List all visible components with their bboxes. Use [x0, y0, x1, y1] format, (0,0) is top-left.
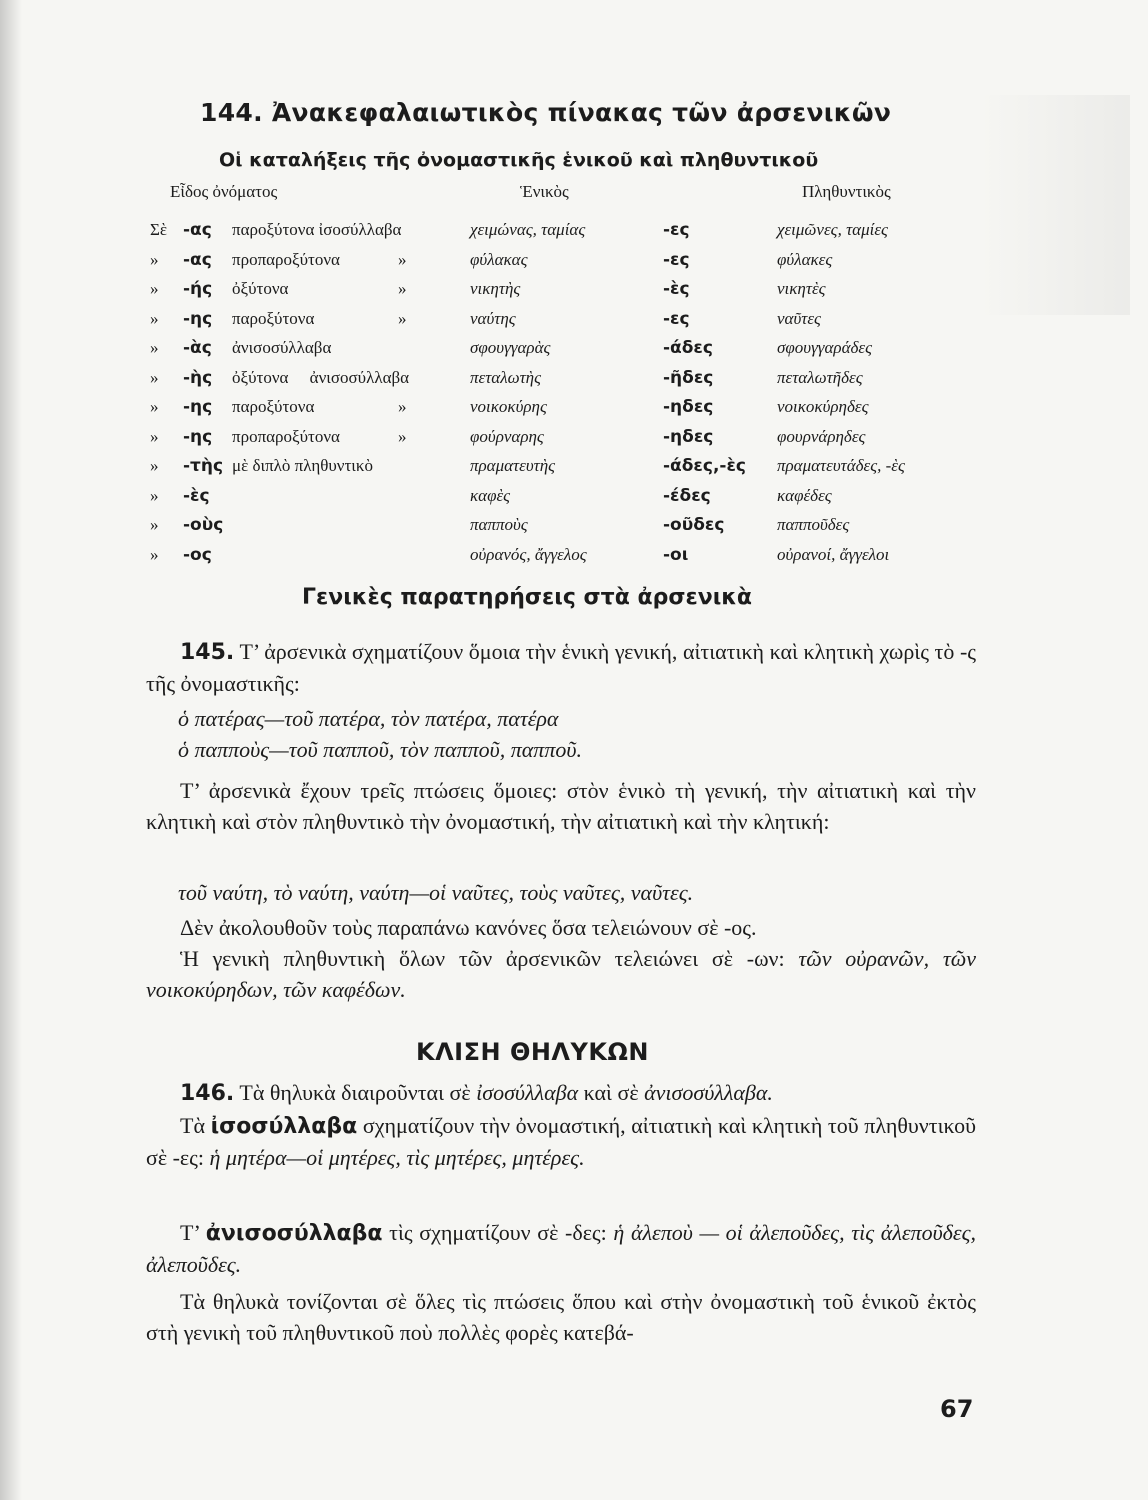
singular-ending: -ής	[183, 279, 213, 299]
singular-ending: -ὴς	[183, 367, 213, 388]
noun-type: ὀξύτονα	[232, 279, 289, 298]
plural-ending: -άδες	[663, 338, 713, 358]
singular-ending: -ας	[183, 249, 212, 270]
plural-ending: -ες	[663, 220, 690, 240]
singular-example: σφουγγαρὰς	[470, 338, 551, 357]
table-row	[0, 397, 1148, 427]
example-line: ὁ παπποὺς—τοῦ παπποῦ, τὸν παπποῦ, παπποῦ.	[178, 737, 582, 762]
noun-type: παροξύτονα ἰσοσύλλαβα	[232, 220, 402, 239]
singular-ending: -ὰς	[183, 338, 212, 358]
row-lead: »	[150, 397, 159, 416]
singular-ending: -ης	[183, 397, 213, 417]
paragraph-genitive-plural: Ἡ γενικὴ πληθυντικὴ ὅλων τῶν ἀρσενικῶν τελειώνει σὲ -ων: τῶν οὐρανῶν, τῶν νοικοκύρηδων, τῶν καφέδων.	[146, 946, 976, 1002]
table-row	[0, 427, 1148, 457]
noun-type: παροξύτονα	[232, 308, 315, 328]
plural-ending: -ες	[663, 308, 690, 329]
singular-example: φούρναρης	[470, 426, 544, 446]
singular-example: πραματευτὴς	[470, 456, 556, 475]
paragraph-isosyllabic: Τὰ ἰσοσύλλαβα σχηματίζουν τὴν ὀνομαστική, αἰτιατικὴ καὶ κλητικὴ τοῦ πληθυντικοῦ σὲ -ες: ἡ μητέρα—οἱ μητέρες, τὶς μητέρες, μητέρες.	[146, 1113, 976, 1170]
plural-example: νικητὲς	[777, 279, 826, 298]
row-lead: »	[150, 515, 159, 534]
plural-example: φουρνάρηδες	[777, 426, 866, 446]
example-line: τοῦ ναύτη, τὸ ναύτη, ναύτη—οἱ ναῦτες, τοὺς ναῦτες, ναῦτες.	[178, 880, 694, 905]
table-row	[0, 545, 1148, 575]
plural-ending: -ῆδες	[663, 367, 714, 388]
table-row	[0, 368, 1148, 398]
ditto-mark: »	[398, 426, 407, 446]
paragraph-145: 145. Τ’ ἀρσενικὰ σχηματίζουν ὅμοια τὴν ἑνικὴ γενική, αἰτιατικὴ καὶ κλητικὴ χωρὶς τὸ -ς τῆς ὀνομαστικῆς:	[146, 639, 976, 696]
singular-ending: -ος	[183, 544, 212, 565]
singular-example: νικητὴς	[470, 279, 521, 298]
plural-example: ναῦτες	[777, 308, 821, 328]
header-plural: Πληθυντικὸς	[802, 182, 891, 201]
singular-ending: -ας	[183, 220, 212, 240]
paragraph-exception: Δὲν ἀκολουθοῦν τοὺς παραπάνω κανόνες ὅσα τελειώνουν σὲ -ος.	[180, 915, 757, 940]
paragraph-accent: Τὰ θηλυκὰ τονίζονται σὲ ὅλες τὶς πτώσεις ὅπου καὶ στὴν ὀνομαστικὴ τοῦ ἑνικοῦ ἐκτὸς στὴ γενικὴ τοῦ πληθυντικοῦ ποὺ πολλὲς φορὲς κατεβά-	[146, 1289, 976, 1345]
example-line: ὁ πατέρας—τοῦ πατέρα, τὸν πατέρα, πατέρα	[178, 706, 559, 731]
plural-ending: -έδες	[663, 485, 711, 506]
table-row	[0, 250, 1148, 280]
plural-ending: -οι	[663, 544, 689, 565]
paragraph-number: 145.	[180, 640, 235, 665]
plural-example: πεταλωτῆδες	[777, 367, 863, 387]
singular-ending: -τὴς	[183, 456, 224, 476]
paragraph-146: 146. Τὰ θηλυκὰ διαιροῦνται σὲ ἰσοσύλλαβα καὶ σὲ ἀνισοσύλλαβα.	[180, 1080, 773, 1106]
paragraph-three-cases: Τ’ ἀρσενικὰ ἔχουν τρεῖς πτώσεις ὅμοιες: στὸν ἑνικὸ τὴ γενική, τὴν αἰτιατικὴ καὶ τὴν κλητικὴ καὶ στὸν πληθυντικὸ τὴν ὀνομαστική, τὴν αἰτιατικὴ καὶ τὴν κλητική:	[146, 778, 976, 834]
row-lead: Σὲ	[150, 220, 168, 239]
noun-type: προπαροξύτονα	[232, 426, 340, 446]
row-lead: »	[150, 367, 159, 387]
row-lead: »	[150, 544, 159, 564]
ditto-mark: »	[398, 249, 407, 269]
table-row	[0, 309, 1148, 339]
noun-type: προπαροξύτονα	[232, 249, 340, 269]
table-row	[0, 279, 1148, 309]
plural-example: πραματευτάδες, -ὲς	[777, 456, 905, 475]
plural-ending: -ηδες	[663, 397, 714, 417]
singular-ending: -οὺς	[183, 515, 224, 535]
row-lead: »	[150, 456, 159, 475]
ditto-mark: »	[398, 279, 407, 298]
plural-example: σφουγγαράδες	[777, 338, 872, 357]
row-lead: »	[150, 426, 159, 446]
plural-ending: -οῦδες	[663, 515, 725, 535]
plural-example: καφέδες	[777, 485, 832, 505]
header-singular: Ἑνικὸς	[520, 182, 569, 201]
plural-example: νοικοκύρηδες	[777, 397, 869, 416]
singular-example: φύλακας	[470, 249, 528, 269]
plural-ending: -ες	[663, 249, 690, 270]
table-row	[0, 515, 1148, 545]
singular-example: οὐρανός, ἄγγελος	[470, 544, 587, 564]
ditto-mark: »	[398, 397, 407, 416]
singular-ending: -ὲς	[183, 485, 210, 506]
header-type: Εἶδος ὀνόματος	[170, 182, 278, 201]
table-row	[0, 456, 1148, 486]
row-lead: »	[150, 338, 159, 357]
plural-example: παπποῦδες	[777, 515, 850, 534]
row-lead: »	[150, 308, 159, 328]
singular-example: πεταλωτὴς	[470, 367, 542, 387]
plural-example: χειμῶνες, ταμίες	[777, 220, 888, 239]
plural-ending: -άδες,-ὲς	[663, 456, 747, 476]
table-row	[0, 486, 1148, 516]
noun-type: παροξύτονα	[232, 397, 315, 416]
noun-type: μὲ διπλὸ πληθυντικὸ	[232, 456, 373, 475]
singular-example: ναύτης	[470, 308, 516, 328]
singular-ending: -ης	[183, 426, 213, 447]
ditto-mark: »	[398, 308, 407, 328]
noun-type: ὀξύτονα ἀνισοσύλλαβα	[232, 367, 410, 387]
row-lead: »	[150, 279, 159, 298]
page-number: 67	[940, 1395, 974, 1423]
plural-example: φύλακες	[777, 249, 833, 269]
section-144-title: 144. Ἀνακεφαλαιωτικὸς πίνακας τῶν ἀρσενικῶν	[200, 98, 892, 127]
plural-ending: -ηδες	[663, 426, 714, 447]
singular-example: παπποὺς	[470, 515, 528, 534]
paragraph-anisosyllabic: Τ’ ἀνισοσύλλαβα τὶς σχηματίζουν σὲ -δες: ἡ ἀλεποὺ — οἱ ἀλεποῦδες, τὶς ἀλεποῦδες, ἀλεποῦδες.	[146, 1220, 976, 1277]
table-row	[0, 338, 1148, 368]
paragraph-number: 146.	[180, 1081, 235, 1106]
row-lead: »	[150, 249, 159, 269]
singular-ending: -ης	[183, 308, 213, 329]
plural-ending: -ὲς	[663, 279, 690, 299]
table-subtitle: Οἱ καταλήξεις τῆς ὀνομαστικῆς ἑνικοῦ καὶ πληθυντικοῦ	[219, 149, 819, 171]
noun-type: ἀνισοσύλλαβα	[232, 338, 332, 357]
general-remarks-heading: Γενικὲς παρατηρήσεις στὰ ἀρσενικὰ	[302, 585, 753, 610]
plural-example: οὐρανοί, ἄγγελοι	[777, 544, 890, 564]
singular-example: νοικοκύρης	[470, 397, 547, 416]
singular-example: καφὲς	[470, 485, 511, 505]
feminine-declension-heading: ΚΛΙΣΗ ΘΗΛΥΚΩΝ	[416, 1038, 649, 1066]
row-lead: »	[150, 485, 159, 505]
table-row	[0, 220, 1148, 250]
singular-example: χειμώνας, ταμίας	[470, 220, 586, 239]
